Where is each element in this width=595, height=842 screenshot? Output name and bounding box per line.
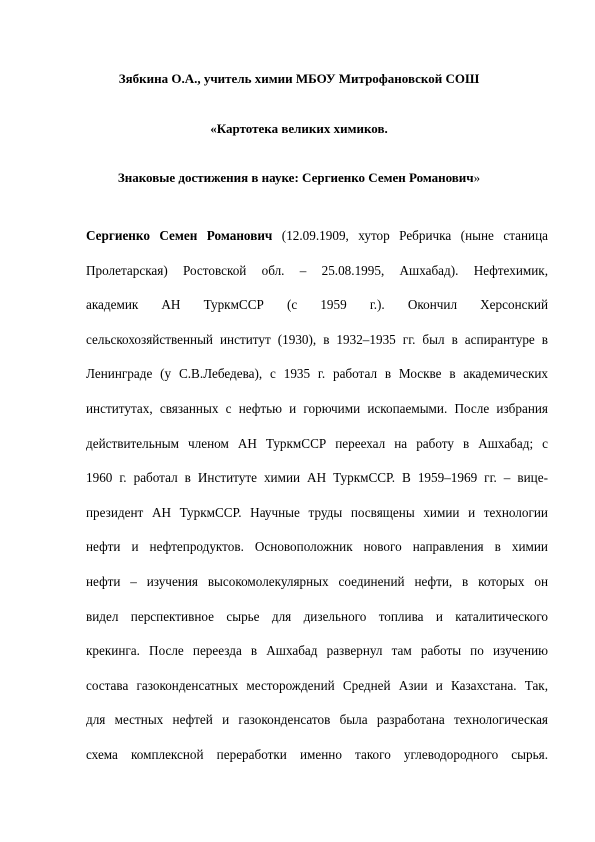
body-line-9: президент АН ТуркмССР. Научные труды посвящены химии и технологии: [86, 504, 548, 520]
body-line-5: Ленинграде (у С.В.Лебедева), с 1935 г. работал в Москве в академических: [86, 366, 548, 382]
body-line-1-text: (12.09.1909, хутор Ребричка (ныне станица: [272, 228, 548, 243]
body-line-4: сельскохозяйственный институт (1930), в 1932–1935 гг. был в аспирантуре в: [86, 331, 548, 347]
subtitle-text: Знаковые достижения в науке: Сергиенко Семен Романович: [117, 170, 474, 185]
body-line-3: академик АН ТуркмССР (с 1959 г.). Окончил Херсонский: [86, 297, 548, 313]
body-line-13: крекинга. После переезда в Ашхабад развернул там работы по изучению: [86, 643, 548, 659]
document-title: «Картотека великих химиков.: [210, 121, 388, 136]
body-line-2: Пролетарская) Ростовской обл. – 25.08.1995, Ашхабад). Нефтехимик,: [86, 262, 548, 278]
body-line-15: для местных нефтей и газоконденсатов была разработана технологическая: [86, 712, 548, 728]
body-line-12: видел перспективное сырье для дизельного топлива и каталитического: [86, 608, 548, 624]
body-line-1: [86, 219, 548, 254]
body-line-10: нефти и нефтепродуктов. Основоположник нового направления в химии: [86, 539, 548, 555]
scientist-name: Сергиенко Семен Романович: [86, 228, 273, 243]
document-subtitle: [86, 170, 512, 186]
body-line-6: институтах, связанных с нефтью и горючими ископаемыми. После избрания: [86, 400, 548, 416]
article-body: [86, 219, 548, 773]
body-line-14: состава газоконденсатных месторождений Средней Азии и Казахстана. Так,: [86, 677, 548, 693]
body-line-7: действительным членом АН ТуркмССР переехал на работу в Ашхабад; с: [86, 435, 548, 451]
body-line-11: нефти – изучения высокомолекулярных соединений нефти, в которых он: [86, 573, 548, 589]
subtitle-closing-quote: »: [473, 170, 481, 185]
body-line-8: 1960 г. работал в Институте химии АН ТуркмССР. В 1959–1969 гг. – вице-: [86, 470, 548, 486]
author-line: Зябкина О.А., учитель химии МБОУ Митрофановской СОШ: [118, 71, 480, 86]
body-line-16: схема комплексной переработки именно такого углеводородного сырья.: [86, 746, 548, 762]
